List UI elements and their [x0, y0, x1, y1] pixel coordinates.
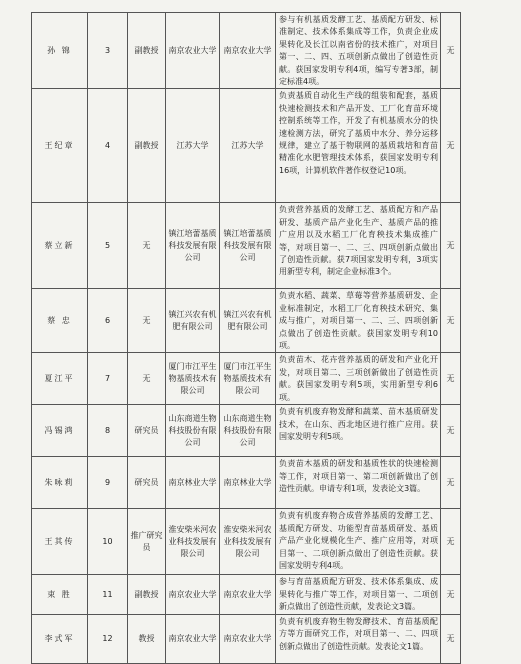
job-title-cell: 无: [128, 353, 166, 405]
job-title-cell: 副教授: [128, 13, 166, 89]
table-row: [32, 89, 461, 203]
contributor-name-cell: 孙 锦: [32, 13, 88, 89]
note-cell: 无: [441, 575, 461, 614]
work-unit-cell: 镇江兴农有机肥有限公司: [166, 289, 220, 353]
rank-number-cell: 11: [88, 575, 128, 614]
table-row: [32, 203, 461, 289]
contribution-cell: 负责苗木、花卉营养基质的研发和产业化开发，对项目第二、三项创新做出了创造性贡献。获国家发明专利5项，实用新型专利6项。: [276, 353, 441, 405]
table-row: [32, 405, 461, 457]
completion-unit-cell: 镇江兴农有机肥有限公司: [220, 289, 276, 353]
completion-unit-cell: 南京农业大学: [220, 13, 276, 89]
rank-number-cell: 12: [88, 614, 128, 663]
job-title-cell: 副教授: [128, 89, 166, 203]
rank-number-cell: 7: [88, 353, 128, 405]
work-unit-cell: 南京农业大学: [166, 13, 220, 89]
contributor-name-cell: 蔡立新: [32, 203, 88, 289]
job-title-cell: 无: [128, 289, 166, 353]
table-row: [32, 353, 461, 405]
table-row: [32, 289, 461, 353]
work-unit-cell: 淮安柴米河农业科技发展有限公司: [166, 509, 220, 575]
rank-number-cell: 8: [88, 405, 128, 457]
work-unit-cell: 南京农业大学: [166, 575, 220, 614]
contribution-cell: 负责有机废弃物生物发酵技术、育苗基质配方等方面研究工作，对项目第一、二、四项创新点做出了创造性贡献。发表论文1篇。: [276, 614, 441, 663]
completion-unit-cell: 淮安柴米河农业科技发展有限公司: [220, 509, 276, 575]
completion-unit-cell: 山东商道生物科技股份有限公司: [220, 405, 276, 457]
completion-unit-cell: 南京林业大学: [220, 457, 276, 509]
work-unit-cell: 南京农业大学: [166, 614, 220, 663]
completion-unit-cell: 镇江培蕾基质科技发展有限公司: [220, 203, 276, 289]
job-title-cell: 教授: [128, 614, 166, 663]
note-cell: 无: [441, 614, 461, 663]
note-cell: 无: [441, 289, 461, 353]
completion-unit-cell: 江苏大学: [220, 89, 276, 203]
job-title-cell: 推广研究员: [128, 509, 166, 575]
work-unit-cell: 南京林业大学: [166, 457, 220, 509]
contribution-cell: 负责基质自动化生产线的组装和配套，基质快速检测技术和产品开发、工厂化育苗环境控制系统等工作，开发了有机基质水分的快速检测方法，研究了基质中水分、养分运移规律，建立了基于物联网的基质栽培和育苗精准化水肥管理技术体系，获国家发明专利16项，计算机软件著作权登记10项。: [276, 89, 441, 203]
table-row: [32, 13, 461, 89]
contribution-cell: 参与育苗基质配方研发、技术体系集成、成果转化与推广等工作，对项目第一、二项创新点做出了创造性贡献，发表论文3篇。: [276, 575, 441, 614]
completion-unit-cell: 南京农业大学: [220, 575, 276, 614]
rank-number-cell: 10: [88, 509, 128, 575]
contributor-name-cell: 蔡 忠: [32, 289, 88, 353]
note-cell: 无: [441, 457, 461, 509]
contributor-name-cell: 夏江平: [32, 353, 88, 405]
work-unit-cell: 江苏大学: [166, 89, 220, 203]
job-title-cell: 副教授: [128, 575, 166, 614]
work-unit-cell: 镇江培蕾基质科技发展有限公司: [166, 203, 220, 289]
note-cell: 无: [441, 89, 461, 203]
table-row: [32, 575, 461, 614]
contribution-cell: 负责水稻、蔬菜、草莓等营养基质研发、企业标准制定，水稻工厂化育秧技术研究、集成与推广，对项目第一、二、三、四项创新点做出了创造性贡献。获国家发明专利10项。: [276, 289, 441, 353]
contributor-name-cell: 朱咏莉: [32, 457, 88, 509]
table-row: [32, 614, 461, 663]
job-title-cell: 无: [128, 203, 166, 289]
note-cell: 无: [441, 13, 461, 89]
contributor-name-cell: 王其传: [32, 509, 88, 575]
contribution-cell: 负责营养基质的发酵工艺、基质配方和产品研发、基质产品产业化生产、基质产品的推广应用以及水稻工厂化育秧技术集成推广等，对项目第一、二、三、四项创新点做出了创造性贡献。获7项国家发明专利，3项实用新型专利，制定企业标准3个。: [276, 203, 441, 289]
note-cell: 无: [441, 509, 461, 575]
table-row: [32, 457, 461, 509]
contributor-name-cell: 王纪章: [32, 89, 88, 203]
note-cell: 无: [441, 353, 461, 405]
contributor-name-cell: 束 胜: [32, 575, 88, 614]
contributors-table: [31, 12, 461, 664]
contribution-cell: 负责有机废弃物合成营养基质的发酵工艺、基质配方研发、功能型育苗基质研发、基质产品产业化规模化生产、推广应用等，对项目第一、二项创新点做出了创造性贡献。获国家发明专利4项。: [276, 509, 441, 575]
rank-number-cell: 5: [88, 203, 128, 289]
table-row: [32, 509, 461, 575]
job-title-cell: 研究员: [128, 457, 166, 509]
rank-number-cell: 9: [88, 457, 128, 509]
note-cell: 无: [441, 203, 461, 289]
completion-unit-cell: 南京农业大学: [220, 614, 276, 663]
table-body: [32, 13, 461, 664]
work-unit-cell: 厦门市江平生物基质技术有限公司: [166, 353, 220, 405]
contribution-cell: 负责苗木基质的研发和基质性状的快速检测等工作，对项目第一、第二项创新做出了创造性贡献。申请专利1项，发表论文3篇。: [276, 457, 441, 509]
rank-number-cell: 6: [88, 289, 128, 353]
rank-number-cell: 4: [88, 89, 128, 203]
contributor-name-cell: 李式军: [32, 614, 88, 663]
contribution-cell: 参与有机基质发酵工艺、基质配方研发、标准制定、技术体系集成等工作，负责企业成果转化及长江以南省份的技术推广，对项目第一、二、四、五项创新点做出了创造性贡献。获国家发明专利4项，编写专著3部，制定标准4项。: [276, 13, 441, 89]
completion-unit-cell: 厦门市江平生物基质技术有限公司: [220, 353, 276, 405]
work-unit-cell: 山东商道生物科技股份有限公司: [166, 405, 220, 457]
contributor-name-cell: 冯锡鸿: [32, 405, 88, 457]
contribution-cell: 负责有机废弃物发酵和蔬菜、苗木基质研发技术，在山东、西北地区进行推广应用。获国家发明专利5项。: [276, 405, 441, 457]
rank-number-cell: 3: [88, 13, 128, 89]
job-title-cell: 研究员: [128, 405, 166, 457]
note-cell: 无: [441, 405, 461, 457]
